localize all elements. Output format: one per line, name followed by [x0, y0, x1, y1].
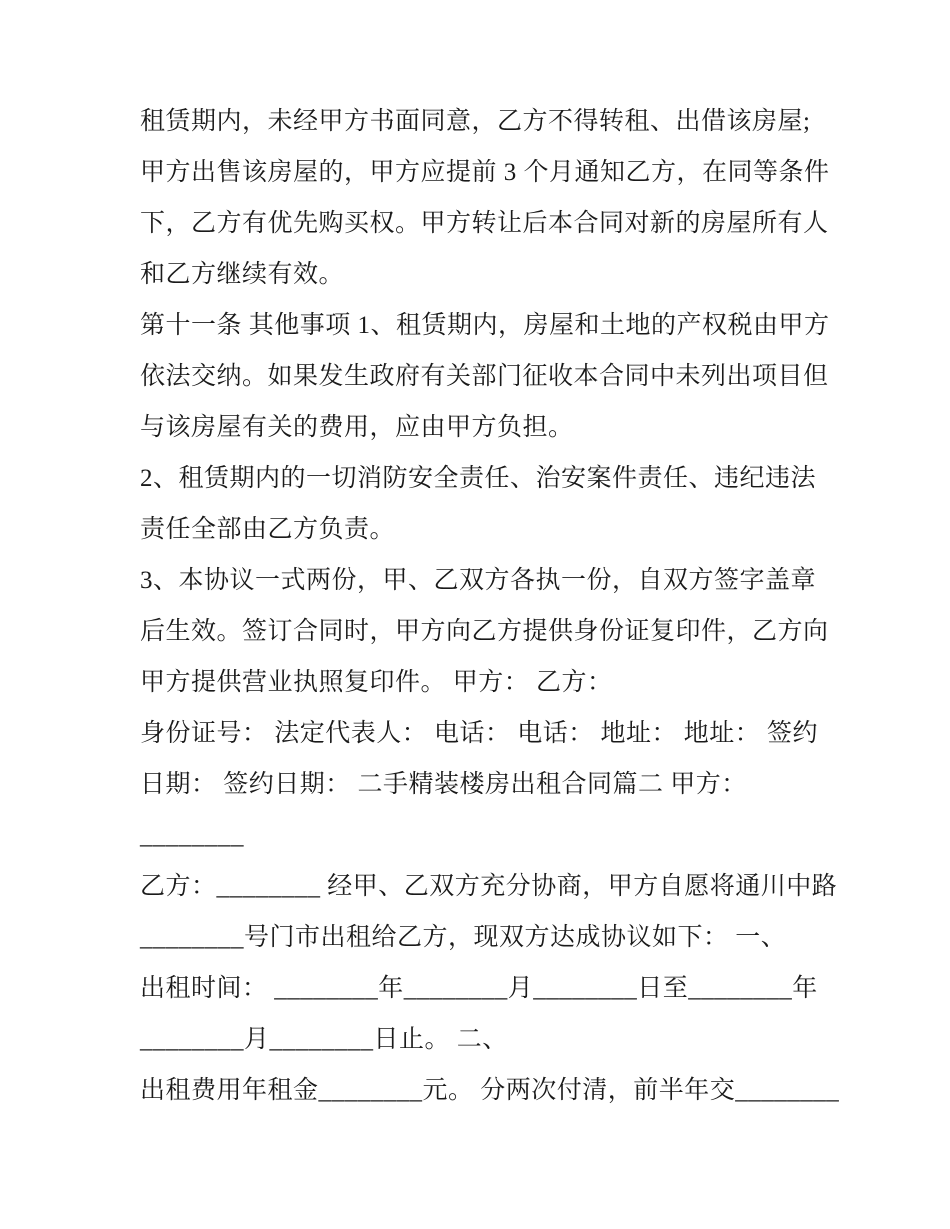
- doc-line-9: 责任全部由乙方负责。: [140, 516, 396, 543]
- contract-text-block: [140, 96, 840, 1116]
- doc-line-14: 日期： 签约日期： 二手精装楼房出租合同篇二 甲方：: [140, 771, 747, 798]
- doc-line-7: 与该房屋有关的费用，应由甲方负担。: [140, 414, 574, 441]
- doc-line-10: 3、本协议一式两份，甲、乙双方各执一份，自双方签字盖章: [140, 567, 817, 594]
- doc-line-18: 出租时间： ________年________月________日至________年: [140, 975, 818, 1002]
- doc-line-11: 后生效。签订合同时，甲方向乙方提供身份证复印件，乙方向: [140, 618, 829, 645]
- doc-line-20: 出租费用年租金________元。 分两次付清，前半年交________: [140, 1077, 840, 1104]
- doc-line-8: 2、租赁期内的一切消防安全责任、治安案件责任、违纪违法: [140, 465, 817, 492]
- doc-line-4: 和乙方继续有效。: [140, 261, 345, 288]
- doc-line-5: 第十一条 其他事项 1、租赁期内，房屋和土地的产权税由甲方: [140, 312, 830, 339]
- doc-line-15: ________: [140, 822, 244, 849]
- doc-line-12: 甲方提供营业执照复印件。 甲方： 乙方：: [140, 669, 613, 696]
- doc-line-17: ________号门市出租给乙方，现双方达成协议如下： 一、: [140, 924, 787, 951]
- doc-line-1: 租赁期内，未经甲方书面同意，乙方不得转租、出借该房屋;: [140, 108, 811, 135]
- doc-line-19: ________月________日止。 二、: [140, 1026, 508, 1053]
- doc-line-2: 甲方出售该房屋的，甲方应提前 3 个月通知乙方，在同等条件: [140, 159, 830, 186]
- doc-line-16: 乙方：________ 经甲、乙双方充分协商，甲方自愿将通川中路: [140, 873, 838, 900]
- doc-line-6: 依法交纳。如果发生政府有关部门征收本合同中未列出项目但: [140, 363, 829, 390]
- doc-line-3: 下，乙方有优先购买权。甲方转让后本合同对新的房屋所有人: [140, 210, 829, 237]
- doc-line-13: 身份证号： 法定代表人： 电话： 电话： 地址： 地址： 签约: [140, 720, 819, 747]
